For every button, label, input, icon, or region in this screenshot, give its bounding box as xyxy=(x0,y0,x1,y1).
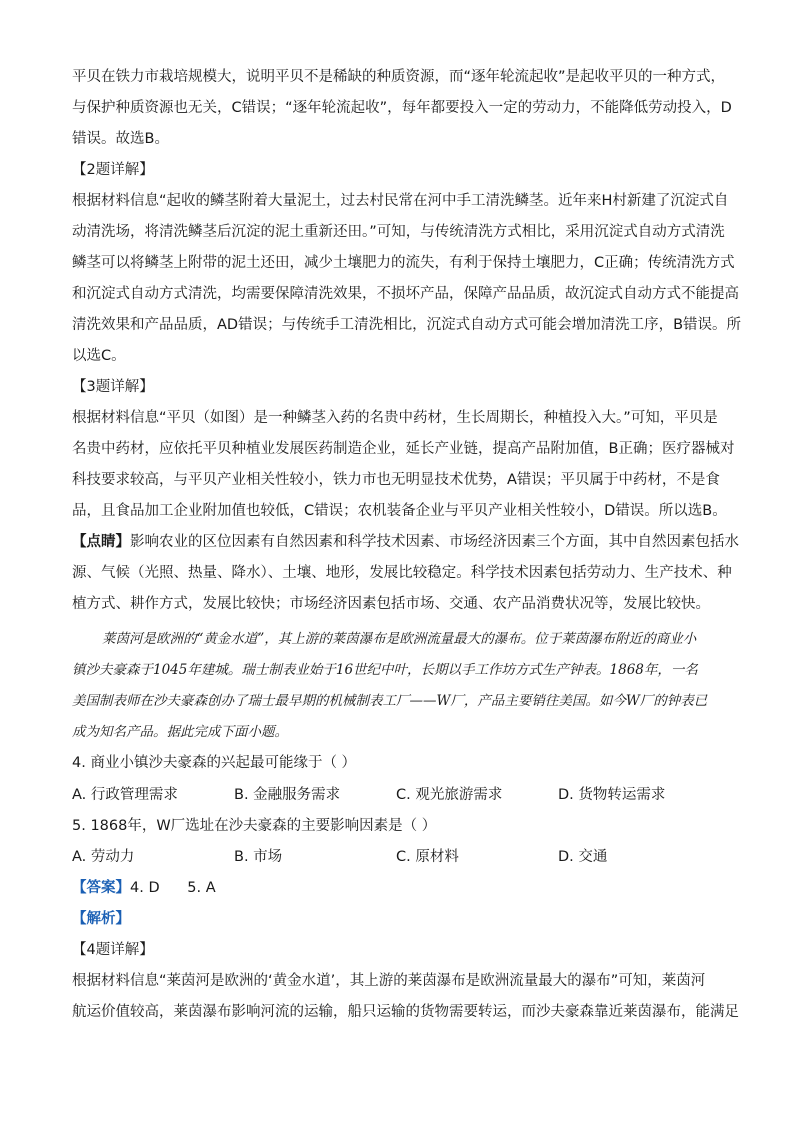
q4-option-a: A. 行政管理需求 xyxy=(72,787,178,803)
question-4-stem: 4. 商业小镇沙夫豪森的兴起最可能缘于（ ） xyxy=(72,755,357,771)
tip-paragraph-first-line xyxy=(72,527,739,557)
q5-option-c: C. 原材料 xyxy=(396,849,459,865)
paragraph-line: 平贝在铁力市栽培规模大，说明平贝不是稀缺的种质资源，而“逐年轮流起收”是起收平贝的一种方式， xyxy=(72,69,726,85)
question-5-stem: 5. 1868年，W厂选址在沙夫豪森的主要影响因素是（ ） xyxy=(72,818,437,834)
paragraph-line: 清洗效果和产品品质，AD错误；与传统手工清洗相比，沉淀式自动方式可能会增加清洗工序，B错误。所 xyxy=(72,317,742,333)
paragraph-line: 与保护种质资源也无关，C错误；“逐年轮流起收”，每年都要投入一定的劳动力，不能降低劳动投入，D xyxy=(72,100,732,116)
q4-option-b: B. 金融服务需求 xyxy=(234,787,341,803)
section-heading-q4: 【4题详解】 xyxy=(72,942,154,958)
paragraph-line: 源、气候（光照、热量、降水）、土壤、地形，发展比较稳定。科学技术因素包括劳动力、生产技术、种 xyxy=(72,565,732,581)
paragraph-line: 动清洗场，将清洗鳞茎后沉淀的泥土重新还田。”可知，与传统清洗方式相比，采用沉淀式自动方式清洗 xyxy=(72,224,725,240)
paragraph-line: 植方式、耕作方式，发展比较快；市场经济因素包括市场、交通、农产品消费状况等，发展比较快。 xyxy=(72,596,710,612)
material-line: 成为知名产品。据此完成下面小题。 xyxy=(72,724,288,740)
section-heading-q2: 【2题详解】 xyxy=(72,162,154,178)
paragraph-line: 科技要求较高，与平贝产业相关性较小，铁力市也无明显技术优势，A错误；平贝属于中药材，不是食 xyxy=(72,472,720,488)
paragraph-line: 根据材料信息“起收的鳞茎附着大量泥土，过去村民常在河中手工清洗鳞茎。近年来H村新建了沉淀式自 xyxy=(72,193,729,209)
paragraph-line: 航运价值较高，莱茵瀑布影响河流的运输，船只运输的货物需要转运，而沙夫豪森靠近莱茵瀑布，能满足 xyxy=(72,1004,739,1020)
tip-label: 【点睛】 xyxy=(72,534,130,550)
analysis-label: 【解析】 xyxy=(72,911,130,927)
q5-option-b: B. 市场 xyxy=(234,849,283,865)
material-line: 镇沙夫豪森于1045年建城。瑞士制表业始于16世纪中叶，长期以手工作坊方式生产钟表。1868年，一名 xyxy=(72,662,698,678)
material-line: 莱茵河是欧洲的“黄金水道”，其上游的莱茵瀑布是欧洲流量最大的瀑布。位于莱茵瀑布附近的商业小 xyxy=(102,631,697,647)
paragraph-line: 名贵中药材，应依托平贝种植业发展医药制造企业，延长产业链，提高产品附加值，B正确；医疗器械对 xyxy=(72,441,735,457)
paragraph-line: 根据材料信息“平贝（如图）是一种鳞茎入药的名贵中药材，生长周期长，种植投入大。”可知，平贝是 xyxy=(72,410,718,426)
q5-option-a: A. 劳动力 xyxy=(72,849,135,865)
material-line: 美国制表师在沙夫豪森创办了瑞士最早期的机械制表工厂——W厂，产品主要销往美国。如今W厂的钟表已 xyxy=(72,693,708,709)
paragraph-line: 以选C。 xyxy=(72,348,126,364)
tip-text: 影响农业的区位因素有自然因素和科学技术因素、市场经济因素三个方面，其中自然因素包括水 xyxy=(130,534,739,550)
paragraph-line: 根据材料信息“莱茵河是欧洲的‘黄金水道’，其上游的莱茵瀑布是欧洲流量最大的瀑布”可知，莱茵河 xyxy=(72,973,706,989)
q4-option-d: D. 货物转运需求 xyxy=(558,787,666,803)
paragraph-line: 鳞茎可以将鳞茎上附带的泥土还田，减少土壤肥力的流失，有利于保持土壤肥力，C正确；传统清洗方式 xyxy=(72,255,735,271)
paragraph-line: 和沉淀式自动方式清洗，均需要保障清洗效果，不损坏产品，保障产品品质，故沉淀式自动方式不能提高 xyxy=(72,286,739,302)
section-heading-q3: 【3题详解】 xyxy=(72,379,154,395)
answer-line xyxy=(72,873,216,903)
q5-option-d: D. 交通 xyxy=(558,849,608,865)
q4-option-c: C. 观光旅游需求 xyxy=(396,787,503,803)
paragraph-line: 错误。故选B。 xyxy=(72,131,169,147)
answer-label: 【答案】 xyxy=(72,880,130,896)
paragraph-line: 品，且食品加工企业附加值也较低，C错误；农机装备企业与平贝产业相关性较小，D错误。所以选B。 xyxy=(72,503,727,519)
answer-text: 4. D 5. A xyxy=(130,880,216,896)
